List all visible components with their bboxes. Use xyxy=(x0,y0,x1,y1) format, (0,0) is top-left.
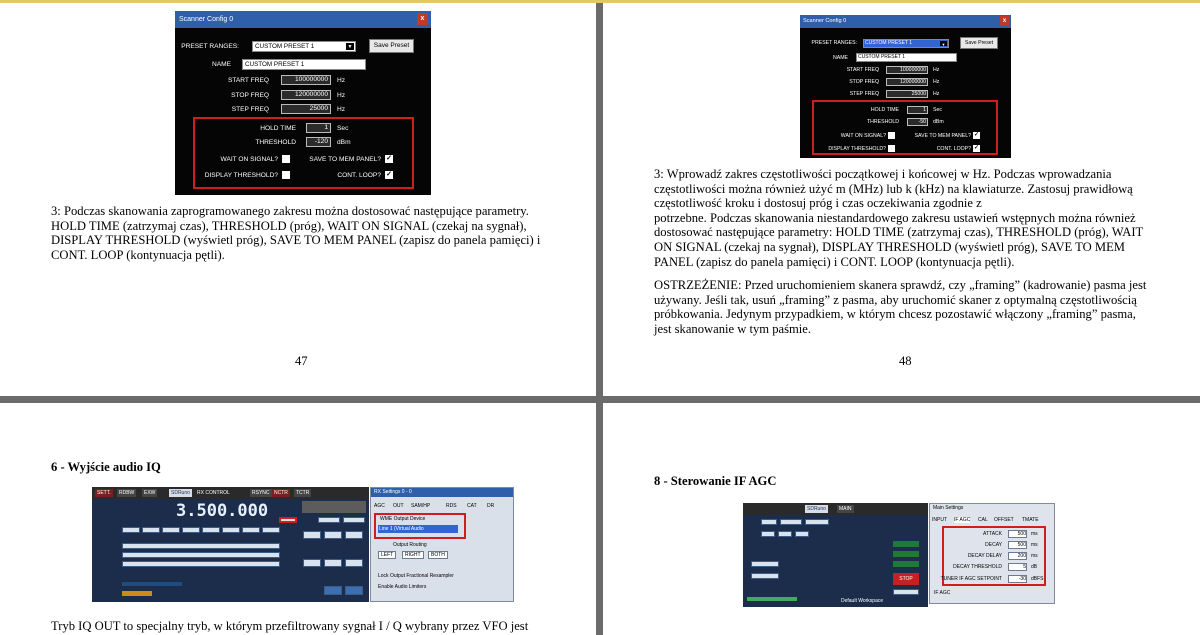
stop-freq-input[interactable]: 120000000 xyxy=(281,90,331,100)
bias-button[interactable] xyxy=(751,573,779,579)
mode-button-dsb[interactable] xyxy=(202,527,220,533)
option-button[interactable] xyxy=(780,519,802,525)
name-label: NAME xyxy=(833,55,848,61)
mode-button-digital[interactable] xyxy=(262,527,280,533)
spectrum-area xyxy=(302,501,366,513)
if-agc-checkbox[interactable]: IF AGC xyxy=(934,590,951,596)
keypad-button[interactable] xyxy=(345,531,363,539)
section-heading: 8 - Sterowanie IF AGC xyxy=(654,474,777,488)
save-preset-button[interactable]: Save Preset xyxy=(960,37,998,49)
display-threshold-label: DISPLAY THRESHOLD? xyxy=(204,172,278,179)
mode-button-sam[interactable] xyxy=(142,527,160,533)
decay-label: DECAY xyxy=(985,542,1002,548)
page-48-paragraph-1 xyxy=(654,167,1147,269)
display-threshold-checkbox[interactable] xyxy=(282,171,290,179)
audio-limiters-checkbox[interactable]: Enable Audio Limiters xyxy=(378,584,427,590)
option-button[interactable] xyxy=(805,519,829,525)
hz-unit: Hz xyxy=(337,106,346,113)
attack-label: ATTACK xyxy=(983,531,1002,537)
mode-button-fm[interactable] xyxy=(162,527,180,533)
name-input[interactable]: CUSTOM PRESET 1 xyxy=(242,59,366,70)
save-preset-button[interactable]: Save Preset xyxy=(369,39,414,53)
cont-loop-checkbox[interactable]: ✓ xyxy=(386,171,392,178)
close-icon[interactable]: x xyxy=(417,13,428,25)
attack-unit: ms xyxy=(1031,531,1038,537)
tab-tmate[interactable]: TMATE xyxy=(1022,517,1039,523)
preset-ranges-select[interactable]: CUSTOM PRESET 1 ▼ xyxy=(863,39,949,48)
hz-unit: Hz xyxy=(933,67,940,73)
tab-if-agc[interactable]: IF AGC xyxy=(954,517,971,523)
iq-out-paragraph: Tryb IQ OUT to specjalny tryb, w którym przefiltrowany sygnał I / Q wybrany przez VFO jest xyxy=(51,619,529,633)
mode-button-usb[interactable] xyxy=(242,527,260,533)
tab-offset[interactable]: OFFSET xyxy=(994,517,1014,523)
tab-cat[interactable]: CAT xyxy=(467,503,477,509)
step-freq-input[interactable]: 25000 xyxy=(281,104,331,114)
hz-unit: Hz xyxy=(933,79,940,85)
save-to-mem-panel-checkbox[interactable]: ✓ xyxy=(973,132,980,138)
dialog-title: Scanner Config 0 xyxy=(179,16,234,23)
save-to-mem-panel-label: SAVE TO MEM PANEL? xyxy=(914,133,971,139)
threshold-input[interactable]: -50 xyxy=(907,118,928,126)
option-button[interactable] xyxy=(761,519,777,525)
stop-button[interactable]: STOP xyxy=(893,573,919,585)
scanner-config-dialog xyxy=(800,15,1011,158)
rx-button[interactable] xyxy=(795,531,809,537)
paragraph-part-1: 3: Wprowadź zakres częstotliwości początkowej i końcowej w Hz. Podczas wprowadzania częstotliwości można również użyć m (MHz) lub k (kHz) na klawiaturze. Zastosuj prawidłową częstotliwość kroku i dostosuj próg i czas oczekiwania zgodnie z xyxy=(654,167,1133,211)
dialog-title: Scanner Config 0 xyxy=(803,18,847,24)
dialog-titlebar xyxy=(175,11,431,28)
decay-input[interactable]: 500 xyxy=(1008,541,1027,549)
chevron-down-icon: ▼ xyxy=(347,44,353,50)
status-indicator xyxy=(893,541,919,547)
nsm-pan-button[interactable] xyxy=(893,589,919,595)
rdbw-tab[interactable]: RDBW xyxy=(119,490,135,496)
save-to-mem-panel-checkbox[interactable]: ✓ xyxy=(386,155,392,162)
wait-on-signal-checkbox[interactable] xyxy=(282,155,290,163)
keypad-button[interactable] xyxy=(324,531,342,539)
threshold-input[interactable]: -120 xyxy=(306,137,331,147)
cont-loop-label: CONT. LOOP? xyxy=(337,172,381,179)
page-number: 48 xyxy=(899,354,912,368)
rx-button[interactable] xyxy=(778,531,792,537)
page-number: 47 xyxy=(295,354,308,368)
status-indicator xyxy=(893,561,919,567)
tuner-setpoint-input[interactable]: -30 xyxy=(1008,575,1027,583)
cont-loop-checkbox[interactable]: ✓ xyxy=(973,145,980,151)
document-page-iq-audio xyxy=(0,403,596,635)
hz-unit: Hz xyxy=(337,92,346,99)
hold-time-input[interactable]: 1 xyxy=(306,123,331,133)
threshold-label: THRESHOLD xyxy=(867,119,899,125)
keypad-button[interactable] xyxy=(303,559,321,567)
chevron-down-icon: ▼ xyxy=(941,42,946,47)
name-label: NAME xyxy=(211,61,231,68)
sec-unit: Sec xyxy=(933,107,942,113)
decay-threshold-input[interactable]: 5 xyxy=(1008,563,1027,571)
tab-cal[interactable]: CAL xyxy=(978,517,988,523)
hold-time-input[interactable]: 1 xyxy=(907,106,928,114)
section-heading: 6 - Wyjście audio IQ xyxy=(51,460,161,474)
hold-time-label: HOLD TIME xyxy=(260,125,296,132)
vfo-frequency-display[interactable]: 3.500.000 xyxy=(176,501,269,521)
start-freq-label: START FREQ xyxy=(227,77,269,84)
mode-button-cw[interactable] xyxy=(182,527,200,533)
routing-right-button[interactable]: RIGHT xyxy=(402,551,424,559)
preset-ranges-label: PRESET RANGES: xyxy=(181,43,239,50)
keypad-button[interactable] xyxy=(324,559,342,567)
step-freq-input[interactable]: 25000 xyxy=(886,90,928,98)
hz-unit: Hz xyxy=(337,77,346,84)
keypad-button[interactable] xyxy=(303,531,321,539)
mode-button-lsb[interactable] xyxy=(222,527,240,533)
mode-button-am[interactable] xyxy=(122,527,140,533)
hz-unit: Hz xyxy=(933,91,940,97)
hold-time-label: HOLD TIME xyxy=(870,107,899,113)
close-icon[interactable]: x xyxy=(1000,16,1009,26)
mhz-button[interactable] xyxy=(343,517,365,523)
bands-button[interactable] xyxy=(318,517,340,523)
document-page-if-agc xyxy=(603,403,1200,635)
paragraph-part-2: potrzebne. Podczas skanowania niestandardowego zakresu ustawień wstępnych można również dostosować następujące parametry: HOLD TIME (zatrzymaj czas), THRESHOLD (próg), WAIT ON SIGNAL (czekaj na sygnał), DISPLAY THRESHOLD (wyświetl próg), SAVE TO MEM PANEL (zapisz do panela pamięci) i CONT. LOOP (kontynuacja pętli). xyxy=(654,210,1144,269)
save-to-mem-panel-label: SAVE TO MEM PANEL? xyxy=(309,156,381,163)
level-meter xyxy=(747,597,797,601)
tab-out[interactable]: OUT xyxy=(393,503,404,509)
tuner-setpoint-label: TUNER IF AGC SETPOINT xyxy=(940,576,1002,582)
keypad-button[interactable] xyxy=(345,559,363,567)
decay-delay-unit: ms xyxy=(1031,553,1038,559)
threshold-label: THRESHOLD xyxy=(255,139,296,146)
preset-ranges-select[interactable]: CUSTOM PRESET 1 ▼ xyxy=(252,41,356,52)
sett-tab[interactable]: SETT. xyxy=(97,490,111,496)
display-threshold-label: DISPLAY THRESHOLD? xyxy=(828,146,886,152)
dialog-titlebar xyxy=(800,15,1011,28)
routing-both-button[interactable]: BOTH xyxy=(428,551,448,559)
tab-dr[interactable]: DR xyxy=(487,503,495,509)
main-toolbar xyxy=(743,503,928,515)
cont-loop-label: CONT. LOOP? xyxy=(936,146,971,152)
stop-freq-input[interactable]: 120000000 xyxy=(886,78,928,86)
sdruno-main-window xyxy=(743,503,928,607)
stop-freq-label: STOP FREQ xyxy=(849,79,879,85)
preset-ranges-label: PRESET RANGES: xyxy=(811,40,857,46)
output-routing-label: Output Routing xyxy=(393,542,427,548)
decay-delay-input[interactable]: 200 xyxy=(1008,552,1027,560)
start-freq-label: START FREQ xyxy=(846,67,879,73)
output-device-label: WME Output Device xyxy=(380,516,426,522)
wait-on-signal-checkbox[interactable] xyxy=(888,132,895,139)
squelch-slider[interactable] xyxy=(122,582,182,586)
tab-rds[interactable]: RDS xyxy=(446,503,457,509)
sdruno-rx-control-window xyxy=(92,487,369,602)
step-freq-label: STEP FREQ xyxy=(231,106,269,113)
volume-slider[interactable] xyxy=(122,591,152,596)
tab-agc[interactable]: AGC xyxy=(374,503,385,509)
step-freq-label: STEP FREQ xyxy=(849,91,879,97)
rx-button[interactable] xyxy=(761,531,775,537)
document-page-47 xyxy=(0,3,596,396)
dbm-unit: dBm xyxy=(337,139,351,146)
brand-logo: SDRuno xyxy=(807,506,826,512)
tab-sam-hp[interactable]: SAM/HP xyxy=(411,503,431,509)
decay-delay-label: DECAY DELAY xyxy=(967,553,1002,559)
ant-button[interactable] xyxy=(751,561,779,567)
iq-out-button[interactable] xyxy=(279,517,297,523)
decay-threshold-unit: dB xyxy=(1031,564,1038,570)
filter-button[interactable] xyxy=(122,543,280,549)
scanner-config-dialog xyxy=(175,11,431,195)
decay-unit: ms xyxy=(1031,542,1038,548)
enter-button[interactable] xyxy=(345,586,363,595)
routing-left-button[interactable]: LEFT xyxy=(378,551,396,559)
start-freq-input[interactable]: 100000000 xyxy=(281,75,331,85)
sec-unit: Sec xyxy=(337,125,349,132)
stop-freq-label: STOP FREQ xyxy=(231,92,269,99)
start-freq-input[interactable]: 100000000 xyxy=(886,66,928,74)
name-input[interactable]: CUSTOM PRESET 1 xyxy=(856,53,957,62)
tab-input[interactable]: INPUT xyxy=(932,517,947,523)
wait-on-signal-label: WAIT ON SIGNAL? xyxy=(220,156,278,163)
rx-control-label: RX CONTROL xyxy=(197,490,230,496)
brand-logo: SDRuno xyxy=(171,490,190,496)
filter-button[interactable] xyxy=(122,561,280,567)
filter-button[interactable] xyxy=(122,552,280,558)
rsync-tab[interactable]: RSYNC xyxy=(252,490,270,496)
clear-button[interactable] xyxy=(324,586,342,595)
tuner-setpoint-unit: dBFS xyxy=(1031,576,1044,582)
nctr-tab[interactable]: NCTR xyxy=(274,490,288,496)
tctr-tab[interactable]: TCTR xyxy=(296,490,310,496)
attack-input[interactable]: 500 xyxy=(1008,530,1027,538)
status-indicator xyxy=(893,551,919,557)
decay-threshold-label: DECAY THRESHOLD xyxy=(953,564,1002,570)
exw-tab[interactable]: EXW xyxy=(144,490,156,496)
page-47-paragraph: 3: Podczas skanowania zaprogramowanego zakresu można dostosować następujące parametry. HOLD TIME (zatrzymaj czas), THRESHOLD (próg), WAIT ON SIGNAL (czekaj na sygnał), DISPLAY THRESHOLD (wyświetl próg), SAVE TO MEM PANEL (zapisz do panela pamięci) i CONT. LOOP (kontynuacja pętli). xyxy=(51,204,541,262)
main-label: MAIN xyxy=(839,506,852,512)
dbm-unit: dBm xyxy=(933,119,944,125)
main-settings-panel xyxy=(929,503,1055,604)
display-threshold-checkbox[interactable] xyxy=(888,145,895,152)
wait-on-signal-label: WAIT ON SIGNAL? xyxy=(840,133,886,139)
main-settings-title: Main Settings xyxy=(930,504,1054,513)
page-48-warning-paragraph: OSTRZEŻENIE: Przed uruchomieniem skanera sprawdź, czy „framing” (kadrowanie) pasma jest używany. Jeśli tak, usuń „framing” z pasma, aby uruchomić skaner z optymalną częstotliwością próbkowania. Jedynym przypadkiem, w którym chcesz pozostawić włączony „framing” pasma, jest skanowanie w tym paśmie. xyxy=(654,278,1147,336)
rx-settings-panel xyxy=(370,487,514,602)
document-page-48 xyxy=(603,3,1200,396)
rx-settings-title: RX Settings 0 - 0 xyxy=(371,488,513,497)
output-device-select[interactable]: Line 1 (Virtual Audio xyxy=(378,525,458,533)
default-workspace-label: Default Workspace xyxy=(841,598,884,604)
lock-resampler-checkbox[interactable]: Lock Output Fractional Resampler xyxy=(378,573,454,579)
